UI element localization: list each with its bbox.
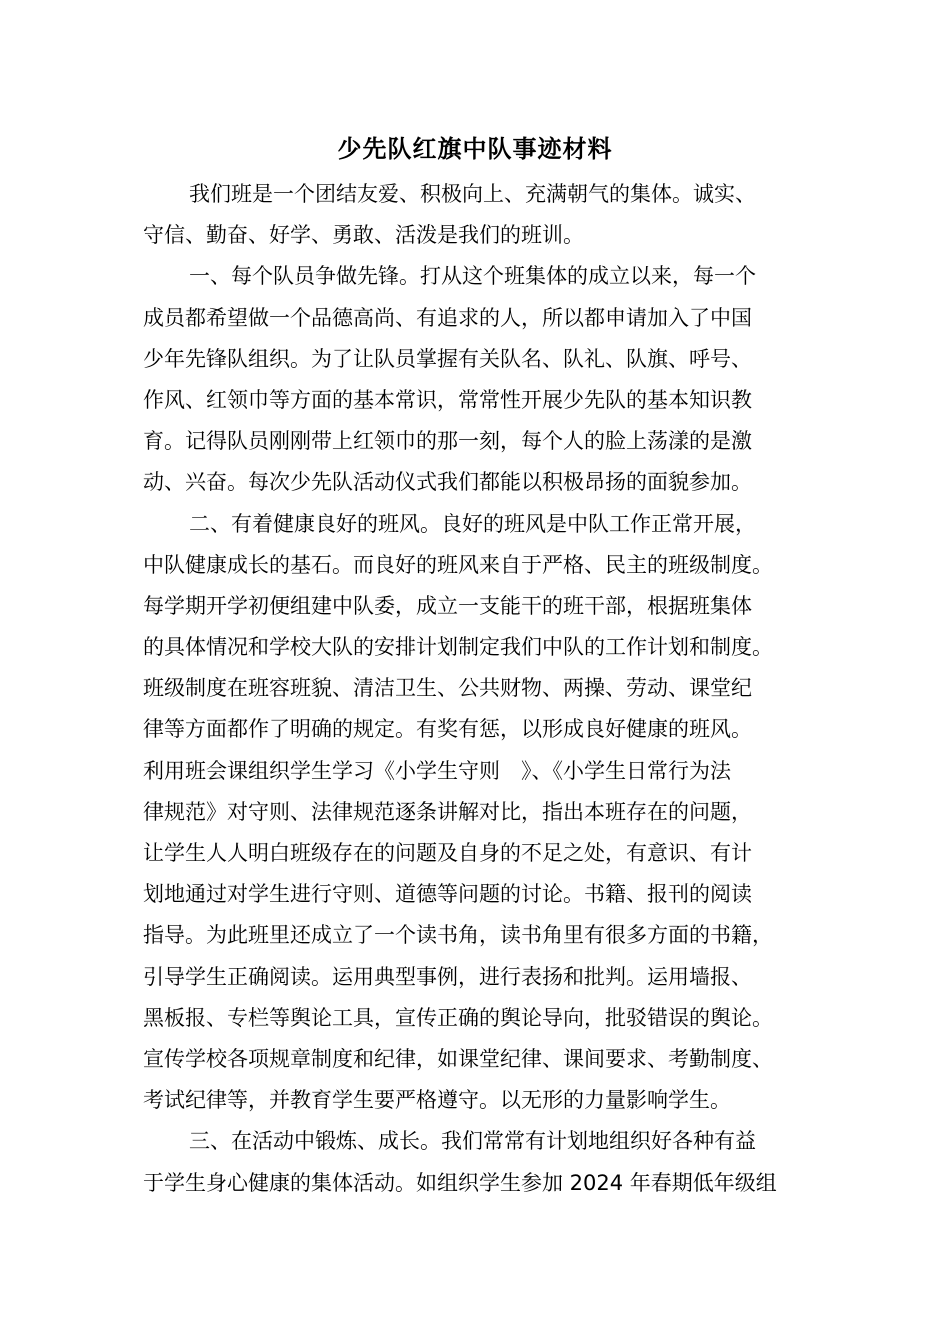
paragraph-line: 利用班会课组织学生学习《小学生守则 》、《小学生日常行为法	[143, 758, 731, 783]
document-title: 少先队红旗中队事迹材料	[337, 134, 613, 163]
paragraph-line: 让学生人人明白班级存在的问题及自身的不足之处，有意识、有计	[143, 841, 752, 865]
document-body	[143, 174, 833, 1204]
paragraph-line: 我们班是一个团结友爱、积极向上、充满朝气的集体。诚实、	[189, 182, 756, 206]
paragraph-line: 作风、红领巾等方面的基本常识，常常性开展少先队的基本知识教	[143, 387, 752, 412]
paragraph-line: 育。记得队员刚刚带上红领巾的那一刻，每个人的脸上荡漾的是激	[143, 429, 752, 454]
paragraph-line: 三、在活动中锻炼、成长。我们常常有计划地组织好各种有益	[189, 1129, 756, 1154]
paragraph-line: 少年先锋队组织。为了让队员掌握有关队名、队礼、队旗、呼号、	[143, 346, 752, 371]
paragraph-line: 班级制度在班容班貌、清洁卫生、公共财物、两操、劳动、课堂纪	[143, 676, 752, 701]
paragraph-line: 考试纪律等，并教育学生要严格遵守。以无形的力量影响学生。	[143, 1088, 731, 1113]
paragraph-line: 宣传学校各项规章制度和纪律，如课堂纪律、课间要求、考勤制度、	[143, 1046, 773, 1071]
paragraph-line: 指导。为此班里还成立了一个读书角，读书角里有很多方面的书籍，	[143, 923, 773, 948]
paragraph-line: 于学生身心健康的集体活动。如组织学生参加 2024 年春期低年级组	[143, 1170, 777, 1195]
paragraph-line: 二、有着健康良好的班风。良好的班风是中队工作正常开展，	[189, 511, 756, 536]
paragraph-line: 一、每个队员争做先锋。打从这个班集体的成立以来，每一个	[189, 264, 756, 289]
paragraph-line: 成员都希望做一个品德高尚、有追求的人，所以都申请加入了中国	[143, 305, 752, 330]
paragraph-line: 引导学生正确阅读。运用典型事例，进行表扬和批判。运用墙报、	[143, 964, 752, 989]
paragraph-line: 划地通过对学生进行守则、道德等问题的讨论。书籍、报刊的阅读	[143, 882, 752, 907]
paragraph-line: 律等方面都作了明确的规定。有奖有惩，以形成良好健康的班风。	[143, 717, 752, 742]
paragraph-line: 每学期开学初便组建中队委，成立一支能干的班干部，根据班集体	[143, 593, 752, 618]
paragraph-line: 中队健康成长的基石。而良好的班风来自于严格、民主的班级制度。	[143, 552, 773, 577]
paragraph-line: 守信、勤奋、好学、勇敢、活泼是我们的班训。	[143, 223, 584, 248]
paragraph-line: 律规范》对守则、法律规范逐条讲解对比，指出本班存在的问题，	[143, 799, 752, 824]
paragraph-line: 动、兴奋。每次少先队活动仪式我们都能以积极昂扬的面貌参加。	[143, 470, 752, 495]
paragraph-line: 黑板报、专栏等舆论工具，宣传正确的舆论导向，批驳错误的舆论。	[143, 1005, 773, 1030]
paragraph-line: 的具体情况和学校大队的安排计划制定我们中队的工作计划和制度。	[143, 635, 773, 660]
